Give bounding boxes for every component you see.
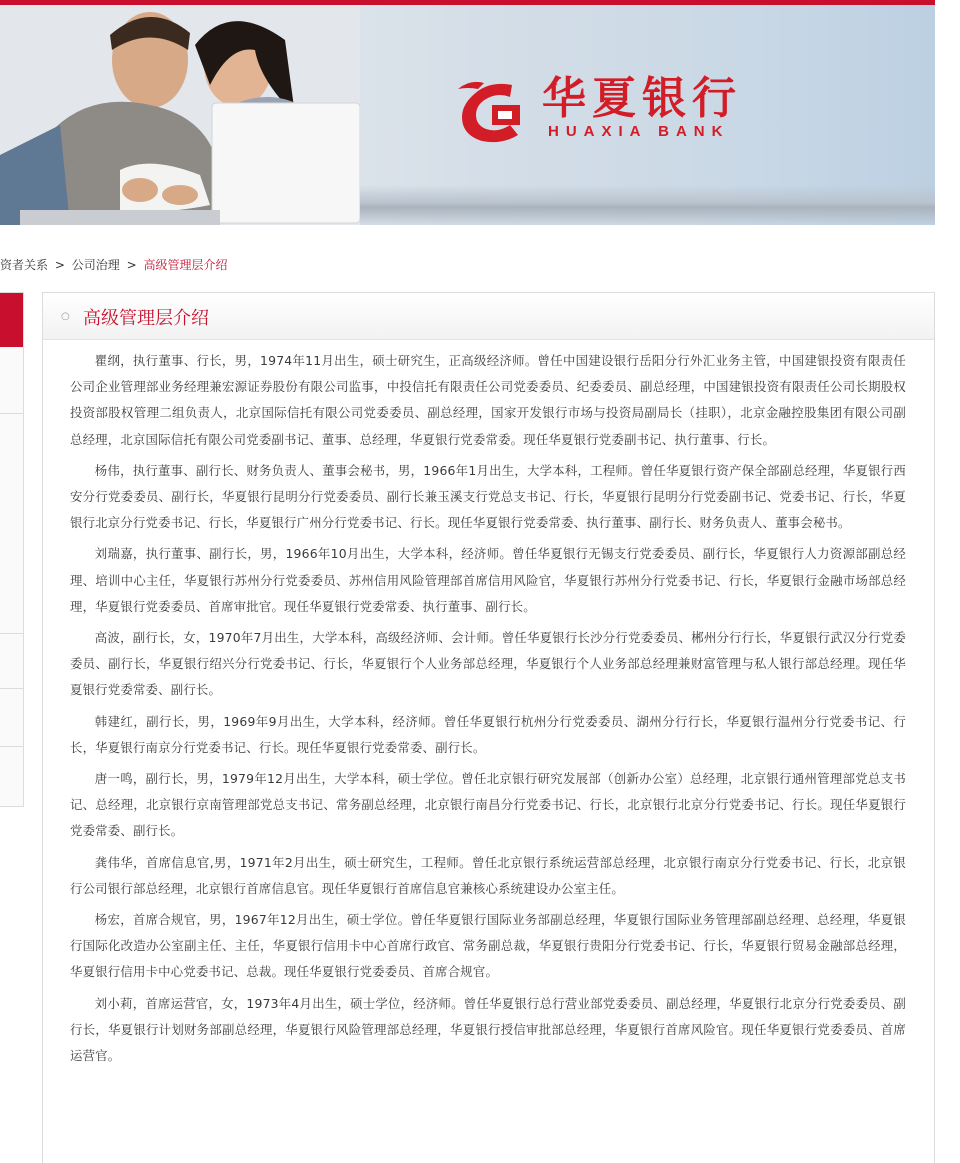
breadcrumb-item-investor-relations[interactable]: 资者关系 bbox=[0, 258, 49, 272]
breadcrumb-item-corporate-governance[interactable]: 公司治理 bbox=[71, 258, 120, 272]
panel-header bbox=[43, 293, 934, 340]
circle-bullet-icon: ○ bbox=[61, 311, 70, 322]
bank-name-cn: 华夏银行 bbox=[542, 73, 742, 124]
breadcrumb bbox=[0, 256, 227, 273]
bank-emblem-icon bbox=[452, 79, 530, 145]
panel-title: 高级管理层介绍 bbox=[83, 308, 209, 329]
sidebar-item[interactable] bbox=[0, 747, 23, 808]
executive-bio: 杨宏，首席合规官，男，1967年12月出生，硕士学位。曾任华夏银行国际业务部副总经理，华夏银行国际业务管理部副总经理、总经理，华夏银行国际化改造办公室副主任、主任，华夏银行信用卡中心首席行政官、常务副总裁，华夏银行贵阳分行党委书记、行长，华夏银行贸易金融部总经理，华夏银行信用卡中心党委书记、总裁。现任华夏银行党委委员、首席合规官。 bbox=[70, 912, 906, 980]
huaxia-bank-logo[interactable] bbox=[452, 75, 752, 145]
panel-body bbox=[43, 340, 934, 1069]
breadcrumb-separator: > bbox=[54, 258, 65, 272]
sidebar-item-active[interactable] bbox=[0, 293, 23, 347]
breadcrumb-separator: > bbox=[126, 258, 137, 272]
executive-bio: 高波，副行长，女，1970年7月出生，大学本科，高级经济师、会计师。曾任华夏银行长沙分行党委委员、郴州分行行长，华夏银行武汉分行党委委员、副行长，华夏银行绍兴分行党委书记、行长，华夏银行个人业务部总经理，华夏银行个人业务部总经理兼财富管理与私人银行部总经理。现任华夏银行党委常委、副行长。 bbox=[70, 630, 906, 698]
banner-photo bbox=[0, 5, 360, 225]
bank-name-en: HUAXIA BANK bbox=[548, 123, 730, 140]
executive-bio: 韩建红，副行长，男，1969年9月出生，大学本科，经济师。曾任华夏银行杭州分行党委委员、湖州分行行长，华夏银行温州分行党委书记、行长，华夏银行南京分行党委书记、行长。现任华夏银行党委常委、副行长。 bbox=[70, 713, 906, 755]
sidebar-nav bbox=[0, 292, 24, 807]
header-banner bbox=[0, 5, 935, 225]
executive-bio: 龚伟华，首席信息官,男，1971年2月出生，硕士研究生，工程师。曾任北京银行系统运营部总经理，北京银行南京分行党委书记、行长，北京银行公司银行部总经理，北京银行首席信息官。现任华夏银行首席信息官兼核心系统建设办公室主任。 bbox=[70, 854, 906, 896]
breadcrumb-current: 高级管理层介绍 bbox=[143, 258, 228, 272]
sidebar-item[interactable] bbox=[0, 414, 23, 634]
executive-bio: 瞿纲，执行董事、行长，男，1974年11月出生，硕士研究生，正高级经济师。曾任中国建设银行岳阳分行外汇业务主管，中国建银投资有限责任公司企业管理部业务经理兼宏源证券股份有限公司监事，中投信托有限责任公司党委委员、纪委委员、副总经理，中国建银投资有限责任公司长期股权投资部股权管理二组负责人，北京国际信托有限公司党委委员、副总经理，国家开发银行市场与投资局副局长（挂职），北京金融控股集团有限公司副总经理，北京国际信托有限公司党委副书记、董事、总经理，华夏银行党委常委。现任华夏银行党委副书记、执行董事、行长。 bbox=[70, 353, 906, 447]
banner-desk-surface bbox=[360, 185, 935, 225]
executive-bio: 刘瑞嘉，执行董事、副行长，男，1966年10月出生，大学本科，经济师。曾任华夏银行无锡支行党委委员、副行长，华夏银行人力资源部副总经理、培训中心主任，华夏银行苏州分行党委委员、苏州信用风险管理部首席信用风险官，华夏银行苏州分行党委书记、行长，华夏银行金融市场部总经理，华夏银行党委委员、首席审批官。现任华夏银行党委常委、执行董事、副行长。 bbox=[70, 546, 906, 614]
executive-bio: 唐一鸣，副行长，男，1979年12月出生，大学本科，硕士学位。曾任北京银行研究发展部（创新办公室）总经理，北京银行通州管理部党总支书记、总经理，北京银行京南管理部党总支书记、常务副总经理，北京银行南昌分行党委书记、行长，北京银行北京分行党委书记、行长。现任华夏银行党委常委、副行长。 bbox=[70, 771, 906, 839]
executive-bio: 刘小莉，首席运营官，女，1973年4月出生，硕士学位，经济师。曾任华夏银行总行营业部党委委员、副总经理，华夏银行北京分行党委委员、副行长，华夏银行计划财务部副总经理，华夏银行风险管理部总经理，华夏银行授信审批部总经理，华夏银行首席风险官。现任华夏银行党委委员、首席运营官。 bbox=[70, 995, 906, 1064]
sidebar-item[interactable] bbox=[0, 634, 23, 689]
sidebar-item[interactable] bbox=[0, 689, 23, 747]
executive-bio: 杨伟，执行董事、副行长、财务负责人、董事会秘书，男，1966年1月出生，大学本科，工程师。曾任华夏银行资产保全部副总经理，华夏银行西安分行党委委员、副行长，华夏银行昆明分行党委委员、副行长兼玉溪支行党总支书记、行长，华夏银行昆明分行党委副书记、党委书记、行长，华夏银行北京分行党委书记、行长，华夏银行广州分行党委书记、行长。现任华夏银行党委常委、执行董事、副行长、财务负责人、董事会秘书。 bbox=[70, 462, 906, 531]
sidebar-item[interactable] bbox=[0, 347, 23, 414]
content-panel bbox=[42, 292, 935, 1163]
